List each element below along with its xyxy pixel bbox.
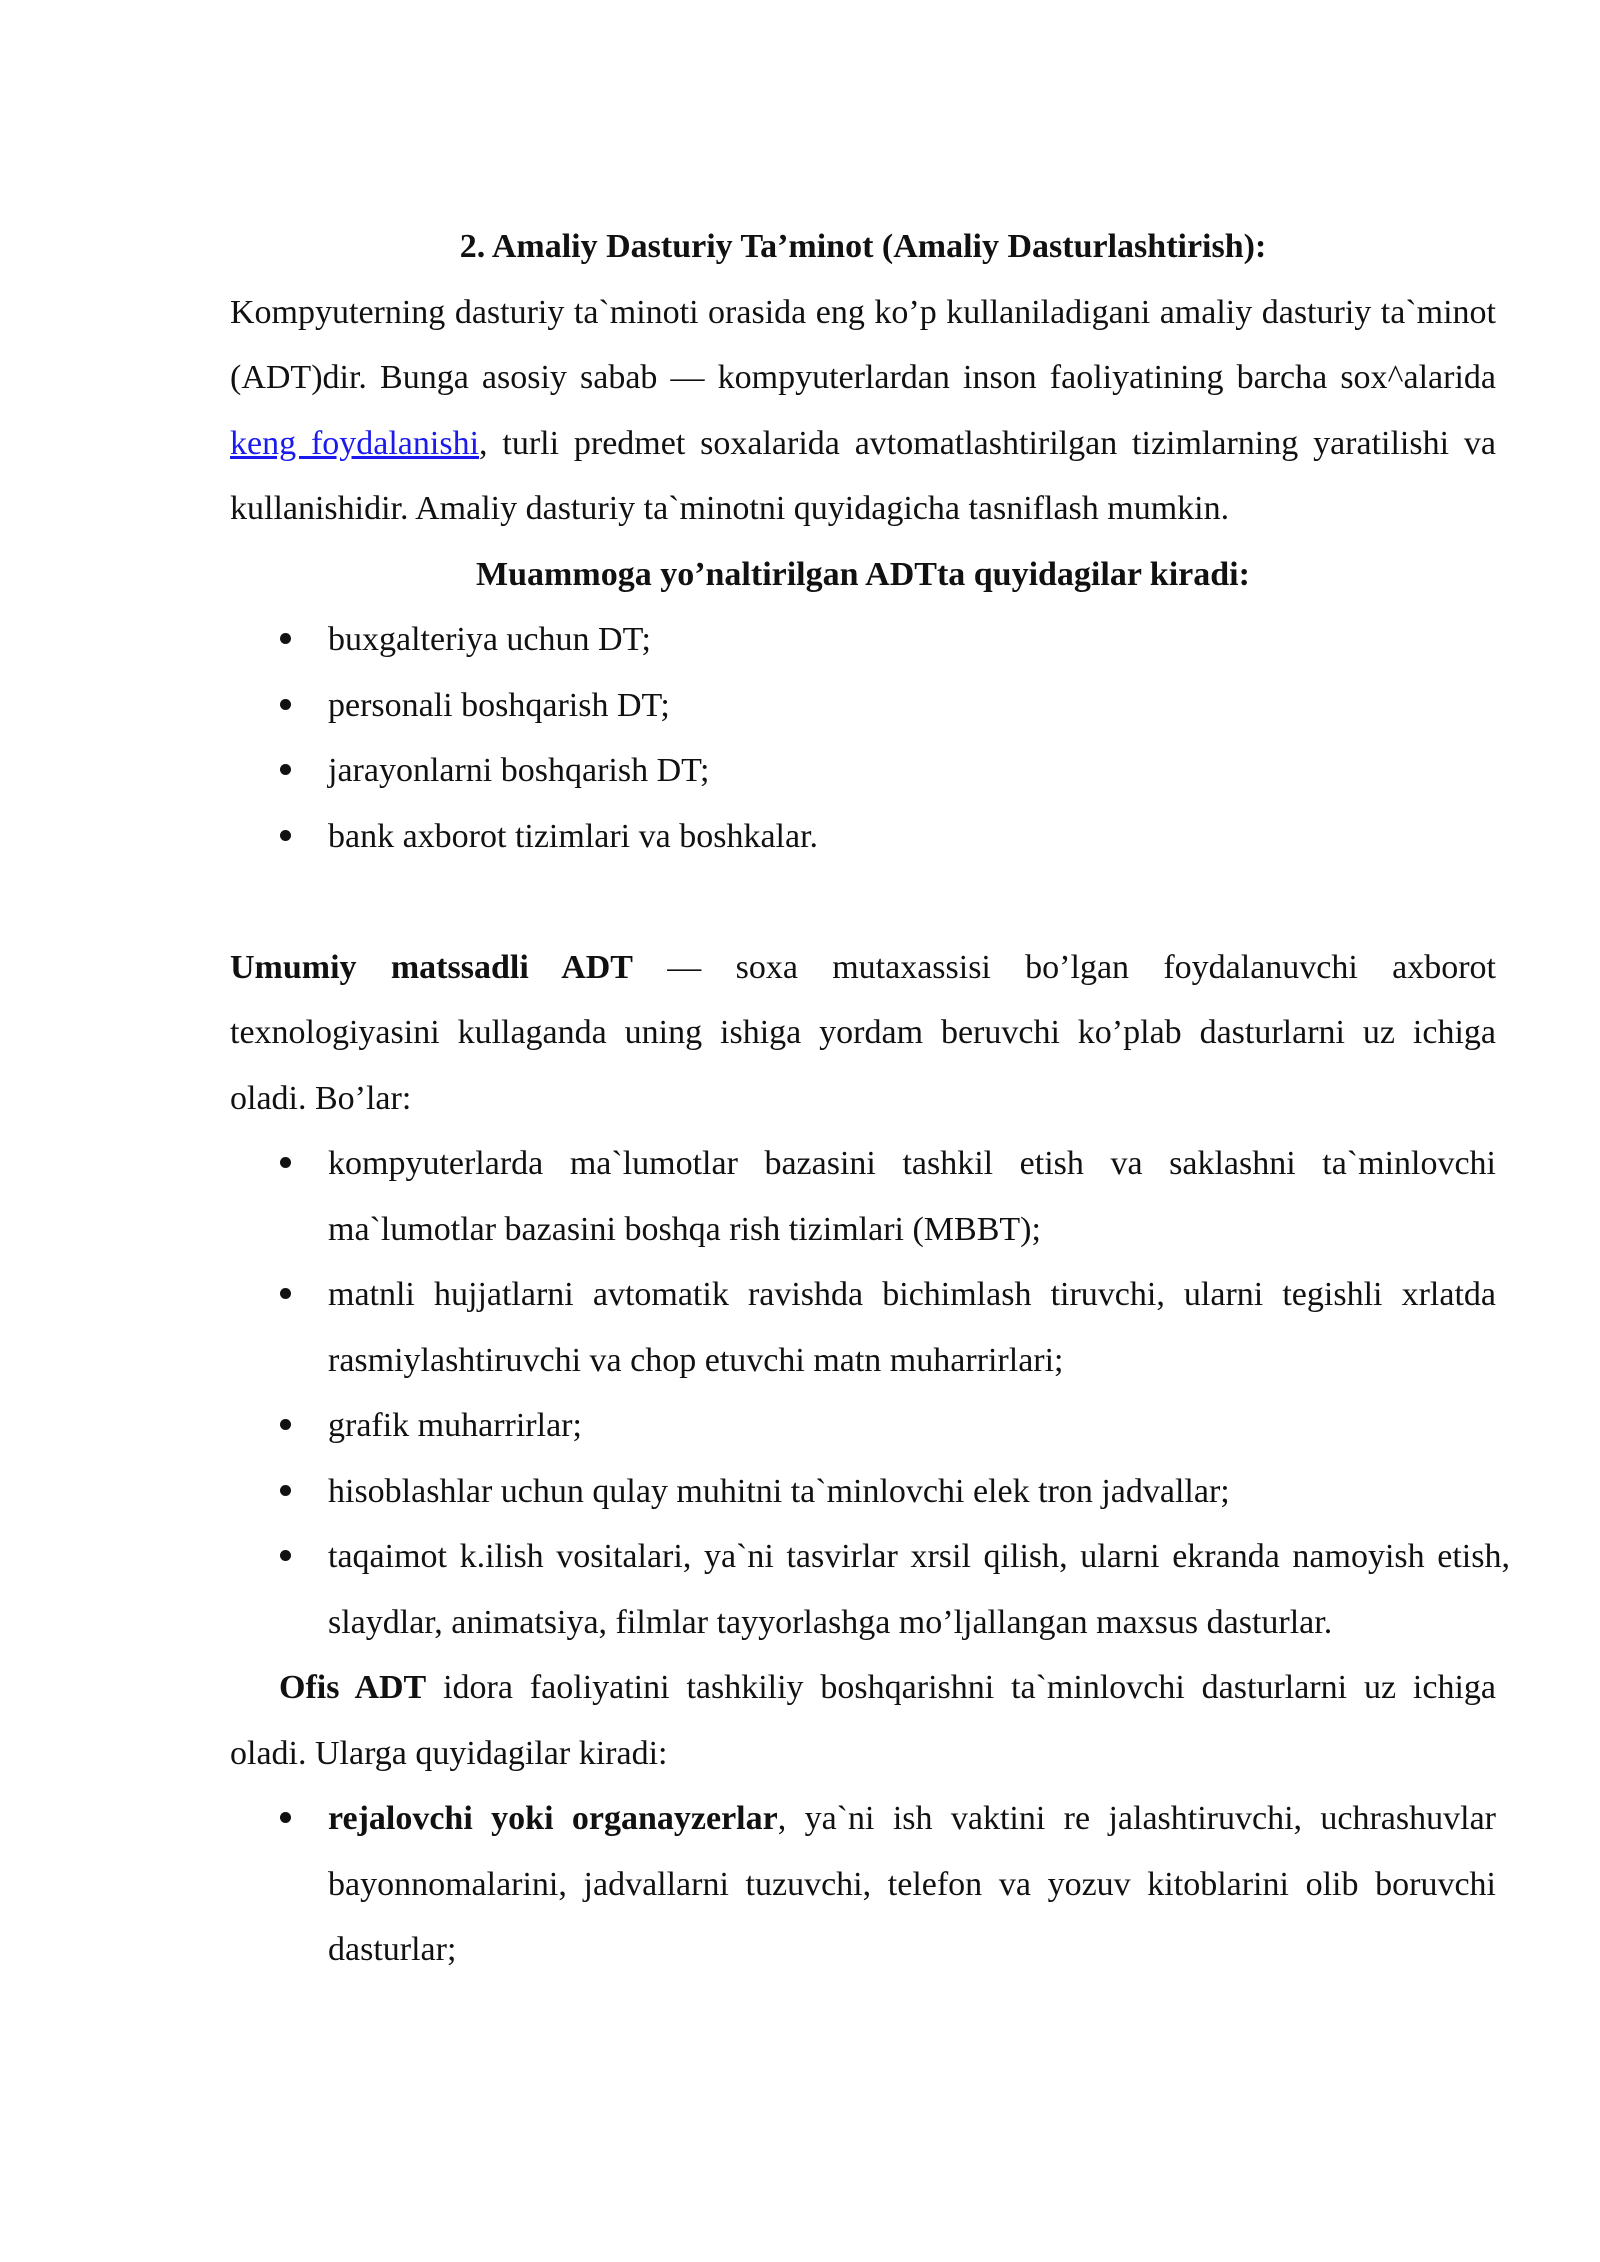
list-item: rejalovchi yoki organayzerlar, ya`ni ish vaktini re jalashtiruvchi, uchrashuvlar bayonnomalarini, jadvallarni tuzuvchi, telefon va yozuv kitoblarini olib boruvchi dasturlar;	[230, 1786, 1496, 1983]
bullet-icon	[280, 1550, 291, 1561]
paragraph-gap	[230, 869, 1496, 935]
bullet-icon	[280, 699, 291, 710]
bullet-icon	[280, 633, 291, 644]
bullet-icon	[280, 1157, 291, 1168]
list-item: buxgalteriya uchun DT;	[230, 607, 1496, 673]
bullet-icon	[280, 1812, 291, 1823]
list-item: personali boshqarish DT;	[230, 673, 1496, 739]
bullet-icon	[280, 830, 291, 841]
general-text: — soxa mutaxassisi bo’lgan foydalanuvchi axborot texnologiyasini kullaganda uning ishiga yordam beruvchi ko’plab dasturlarni uz ichiga oladi. Bo’lar:	[230, 948, 1496, 1117]
document-page	[230, 214, 1510, 1983]
office-term: Ofis ADT	[279, 1669, 427, 1706]
list-item: taqaimot k.ilish vositalari, ya`ni tasvirlar xrsil qilish, ularni ekranda namoyish etish, slaydlar, animatsiya, filmlar tayyorlashga mo’ljallangan maxsus dasturlar.	[230, 1524, 1510, 1655]
intro-text-1: Kompyuterning dasturiy ta`minoti orasida eng ko’p kullaniladigani amaliy dasturiy ta`minot (ADT)dir. Bunga asosiy sabab — kompyuterlardan inson faoliyatining barcha sox^alarida	[230, 293, 1496, 396]
office-paragraph	[230, 1655, 1496, 1786]
list-item: bank axborot tizimlari va boshkalar.	[230, 804, 1496, 870]
list-item: grafik muharrirlar;	[230, 1393, 1496, 1459]
list-item: hisoblashlar uchun qulay muhitni ta`minlovchi elek tron jadvallar;	[230, 1459, 1496, 1525]
list-item: jarayonlarni boshqarish DT;	[230, 738, 1496, 804]
office-list	[230, 1786, 1496, 1983]
bullet-icon	[280, 1419, 291, 1430]
problem-list	[230, 607, 1496, 869]
bullet-icon	[280, 764, 291, 775]
list-item: kompyuterlarda ma`lumotlar bazasini tashkil etish va saklashni ta`minlovchi ma`lumotlar bazasini boshqa rish tizimlari (MBBT);	[230, 1131, 1496, 1262]
section-title: 2. Amaliy Dasturiy Ta’minot (Amaliy Dasturlashtirish):	[459, 228, 1267, 265]
general-term: Umumiy matssadli ADT	[230, 948, 633, 986]
general-list	[230, 1131, 1510, 1655]
bullet-icon	[280, 1485, 291, 1496]
intro-text-2: , turli predmet soxalarida avtomatlashtirilgan tizimlarning yaratilishi va kullanishidir. Amaliy dasturiy ta`minotni quyidagicha tasniflash mumkin.	[230, 424, 1496, 527]
office-text: idora faoliyatini tashkiliy boshqarishni ta`minlovchi dasturlarni uz ichiga oladi. Ularga quyidagilar kiradi:	[230, 1669, 1496, 1772]
intro-paragraph	[230, 280, 1496, 542]
list-item: matnli hujjatlarni avtomatik ravishda bichimlash tiruvchi, ularni tegishli xrlatda rasmiylashtiruvchi va chop etuvchi matn muharrirlari;	[230, 1262, 1496, 1393]
bullet-icon	[280, 1288, 291, 1299]
general-paragraph	[230, 935, 1496, 1132]
keng-foydalanishi-link[interactable]: keng foydalanishi	[230, 424, 480, 462]
problem-heading: Muammoga yo’naltirilgan ADTta quyidagilar kiradi:	[476, 555, 1250, 593]
